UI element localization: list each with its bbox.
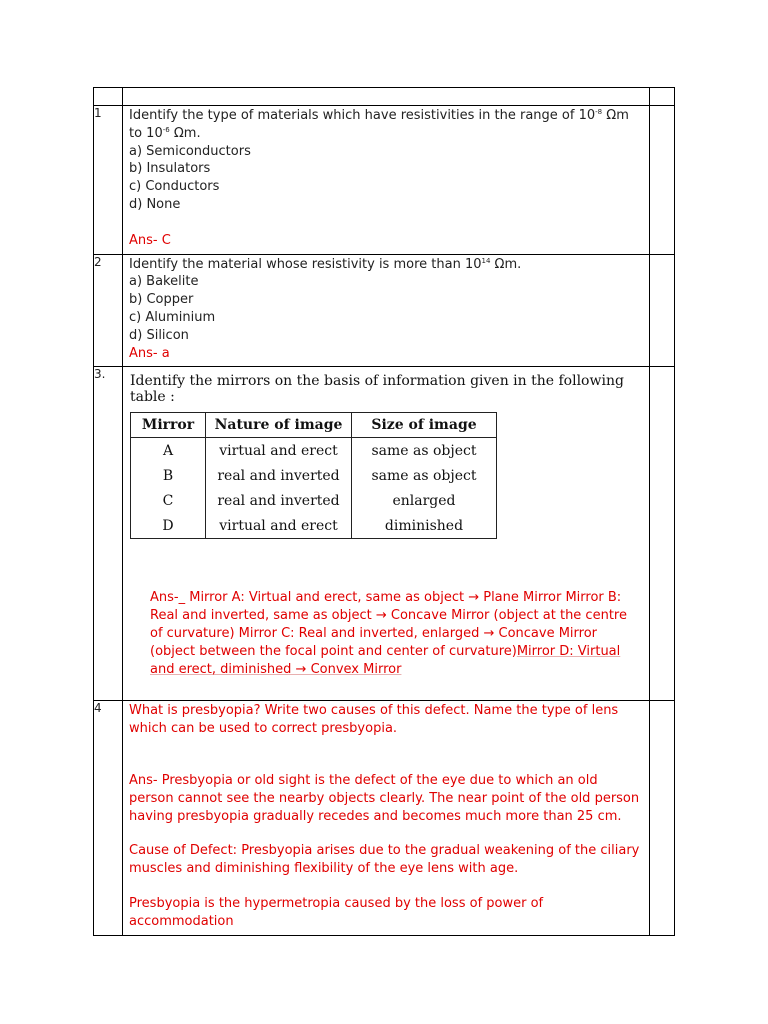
option-d: d) None [129, 196, 181, 212]
option-a: a) Semiconductors [129, 143, 251, 159]
question-text: Identify the material whose resistivity is more than $10^{14}$ Ωm. [129, 256, 522, 272]
header-cell-marks [650, 88, 675, 106]
option-b: b) Insulators [129, 161, 211, 177]
answer-text: Ans- Presbyopia or old sight is the defect of the eye due to which an old person cannot see the nearby objects clearly. The near point of the old person having presbyopia gradually recedes and becomes much more than 25 cm. [129, 772, 640, 824]
size-cell: diminished [352, 513, 497, 539]
mirror-table-header [131, 413, 497, 438]
mirror-table-row [131, 438, 497, 464]
mirror-table-row [131, 488, 497, 513]
question-row-2 [94, 254, 675, 367]
nature-cell: virtual and erect [206, 438, 352, 464]
mirror-table-row [131, 463, 497, 488]
nature-cell: virtual and erect [206, 513, 352, 539]
question-cell [123, 367, 650, 701]
header-size: Size of image [352, 413, 497, 438]
mirror-cell: A [131, 438, 206, 464]
answer-text: Ans- C [129, 232, 171, 248]
question-row-4 [94, 701, 675, 935]
question-row-1 [94, 106, 675, 255]
answer-text: Ans-_ Mirror A: Virtual and erect, same as object → Plane Mirror Mirror B: Real and inverted, same as object → Concave Mirror (object at the centre of curvature) Mirror C: Real and inverted, enlarged → Concave Mirror (object between the focal point and center of curvature)Mirror D: Virtual and erect, diminished → Convex Mirror [150, 590, 627, 678]
nature-cell: real and inverted [206, 488, 352, 513]
marks-cell [650, 106, 675, 255]
nature-cell: real and inverted [206, 463, 352, 488]
mirror-cell: D [131, 513, 206, 539]
question-cell [123, 254, 650, 367]
question-number: 1 [94, 106, 123, 255]
question-number: 2 [94, 254, 123, 367]
option-d: d) Silicon [129, 327, 189, 343]
mirror-cell: C [131, 488, 206, 513]
marks-cell [650, 254, 675, 367]
answer-text: Ans- a [129, 345, 170, 361]
question-row-3 [94, 367, 675, 701]
header-mirror: Mirror [131, 413, 206, 438]
option-c: c) Aluminium [129, 309, 216, 325]
mirror-table [130, 412, 497, 539]
size-cell: same as object [352, 463, 497, 488]
mirror-figure [130, 373, 649, 539]
size-cell: same as object [352, 438, 497, 464]
question-cell [123, 701, 650, 935]
header-cell-question [123, 88, 650, 106]
question-text: What is presbyopia? Write two causes of this defect. Name the type of lens which can be used to correct presbyopia. [129, 703, 619, 737]
marks-cell [650, 701, 675, 935]
mirror-table-row [131, 513, 497, 539]
option-a: a) Bakelite [129, 274, 199, 290]
header-cell-number [94, 88, 123, 106]
question-number: 4 [94, 701, 123, 935]
extra-text: Presbyopia is the hypermetropia caused by the loss of power of accommodation [129, 895, 544, 929]
option-b: b) Copper [129, 292, 194, 308]
mirror-cell: B [131, 463, 206, 488]
question-table [93, 87, 675, 936]
cause-text: Cause of Defect: Presbyopia arises due to the gradual weakening of the ciliary muscles and diminishing flexibility of the eye lens with age. [129, 843, 640, 877]
size-cell: enlarged [352, 488, 497, 513]
option-c: c) Conductors [129, 179, 220, 195]
question-text: Identify the type of materials which have resistivities in the range of $10^{-8}$ Ωm to $10^{-6}$ Ωm. [129, 108, 629, 141]
figure-title: Identify the mirrors on the basis of information given in the following table : [130, 373, 624, 406]
question-number: 3. [94, 367, 123, 701]
marks-cell [650, 367, 675, 701]
header-nature: Nature of image [206, 413, 352, 438]
question-cell [123, 106, 650, 255]
